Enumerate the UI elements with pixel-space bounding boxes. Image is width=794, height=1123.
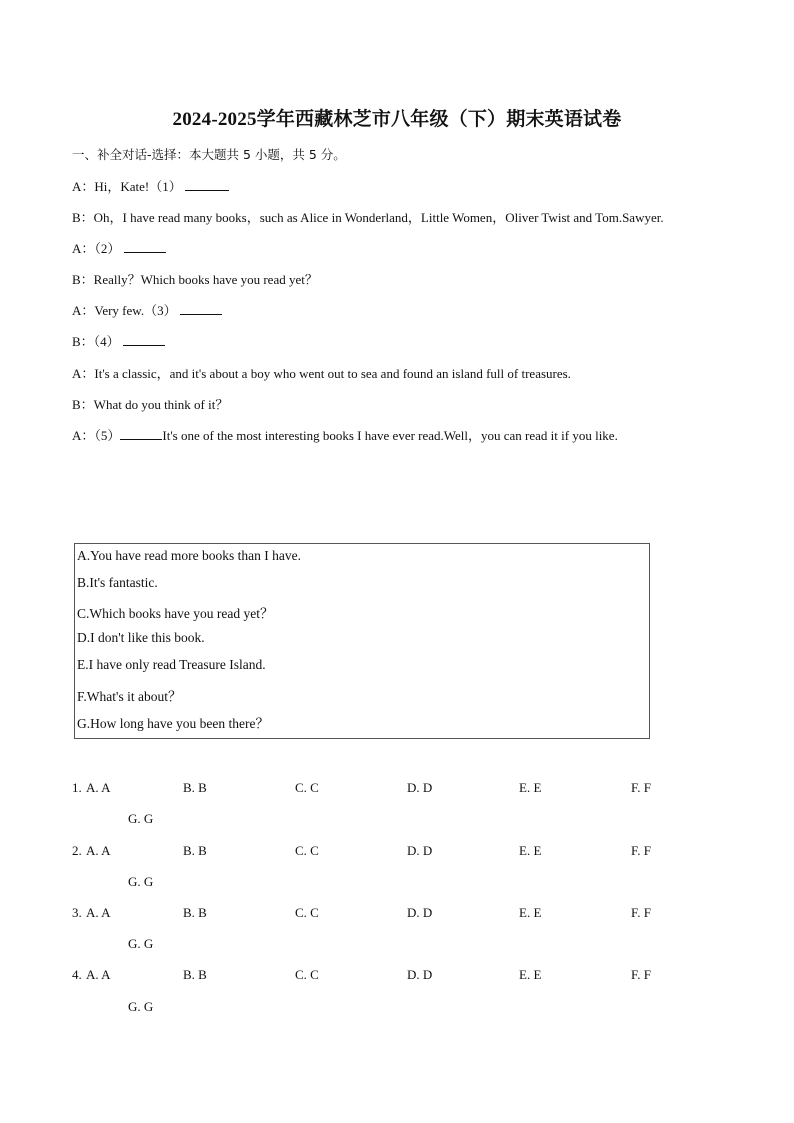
question-number: 4.	[72, 967, 82, 982]
choice-e[interactable]: E. E	[519, 905, 542, 920]
choice-f[interactable]: F. F	[631, 780, 651, 795]
dialogue-text: B：Oh，I have read many books，such as Alice in Wonderland，Little Women，Oliver Twist and Tom.Sawyer.	[72, 210, 664, 225]
choice-g[interactable]: G. G	[128, 811, 154, 826]
choice-b[interactable]: B. B	[183, 905, 207, 920]
choice-g[interactable]: G. G	[128, 874, 154, 889]
dialogue-line-8	[72, 394, 228, 413]
dialogue-text: A：（5）	[72, 428, 121, 443]
dialogue-text-after: It's one of the most interesting books I have ever read.Well，you can read it if you like.	[162, 428, 618, 443]
answer-blank	[180, 302, 222, 315]
choice-a[interactable]: A. A	[86, 780, 111, 795]
choice-c[interactable]: C. C	[295, 967, 319, 982]
dialogue-line-7	[72, 363, 571, 382]
choice-a[interactable]: A. A	[86, 967, 111, 982]
option-e: E.I have only read Treasure Island.	[77, 657, 266, 672]
options-box	[74, 543, 650, 739]
question-number: 1.	[72, 780, 82, 795]
answer-blank	[120, 427, 162, 440]
choice-g[interactable]: G. G	[128, 999, 154, 1014]
option-a: A.You have read more books than I have.	[77, 548, 301, 563]
option-b: B.It's fantastic.	[77, 575, 158, 590]
choice-e[interactable]: E. E	[519, 843, 542, 858]
dialogue-text: A：It's a classic，and it's about a boy who went out to sea and found an island full of treasures.	[72, 366, 571, 381]
choice-a[interactable]: A. A	[86, 843, 111, 858]
answer-blank	[185, 178, 229, 191]
dialogue-line-5	[72, 300, 222, 319]
choice-f[interactable]: F. F	[631, 843, 651, 858]
choice-c[interactable]: C. C	[295, 843, 319, 858]
dialogue-text: B：Really？Which books have you read yet？	[72, 272, 318, 287]
section-heading: 一、补全对话-选择：本大题共 5 小题，共 5 分。	[72, 147, 346, 162]
choice-b[interactable]: B. B	[183, 780, 207, 795]
page-title: 2024-2025学年西藏林芝市八年级（下）期末英语试卷	[172, 109, 622, 130]
choice-e[interactable]: E. E	[519, 967, 542, 982]
dialogue-line-1	[72, 176, 229, 195]
option-f: F.What's it about？	[77, 689, 182, 704]
dialogue-line-3	[72, 238, 166, 257]
choice-b[interactable]: B. B	[183, 843, 207, 858]
answer-blank	[123, 333, 165, 346]
choice-d[interactable]: D. D	[407, 905, 433, 920]
dialogue-line-2	[72, 207, 664, 226]
dialogue-text: A：Very few.（3）	[72, 303, 177, 318]
choice-c[interactable]: C. C	[295, 905, 319, 920]
choice-d[interactable]: D. D	[407, 967, 433, 982]
question-number: 2.	[72, 843, 82, 858]
choice-f[interactable]: F. F	[631, 905, 651, 920]
choice-d[interactable]: D. D	[407, 843, 433, 858]
dialogue-line-4	[72, 269, 318, 288]
dialogue-line-9	[72, 425, 618, 444]
dialogue-line-6	[72, 331, 165, 350]
dialogue-text: A：Hi，Kate!（1）	[72, 179, 182, 194]
choice-a[interactable]: A. A	[86, 905, 111, 920]
dialogue-text: B：What do you think of it？	[72, 397, 229, 412]
option-d: D.I don't like this book.	[77, 630, 205, 645]
choice-c[interactable]: C. C	[295, 780, 319, 795]
option-c: C.Which books have you read yet？	[77, 606, 274, 621]
question-number: 3.	[72, 905, 82, 920]
choice-d[interactable]: D. D	[407, 780, 433, 795]
option-g: G.How long have you been there？	[77, 716, 269, 731]
choice-e[interactable]: E. E	[519, 780, 542, 795]
dialogue-text: B：（4）	[72, 334, 120, 349]
dialogue-text: A：（2）	[72, 241, 121, 256]
choice-f[interactable]: F. F	[631, 967, 651, 982]
choice-b[interactable]: B. B	[183, 967, 207, 982]
choice-g[interactable]: G. G	[128, 936, 154, 951]
answer-blank	[124, 240, 166, 253]
